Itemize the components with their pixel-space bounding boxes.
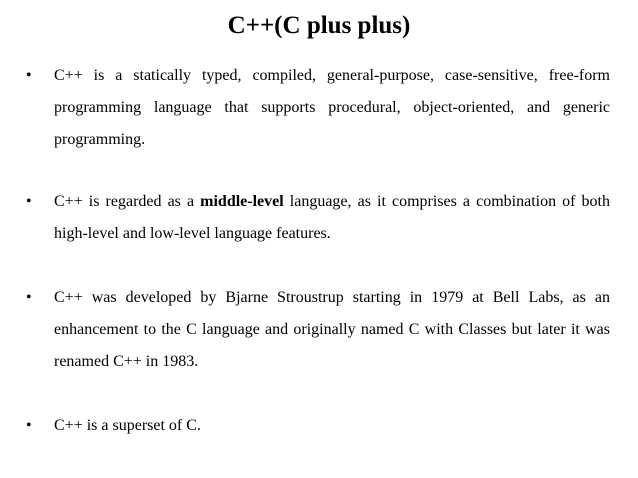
bullet-text: C++ was developed by Bjarne Stroustrup starting in 1979 at Bell Labs, as an enhancement to the C language and originally named C with Classes but later it was renamed C++ in 1983. [54,289,610,370]
bullet-text: C++ is a superset of C. [54,417,201,434]
slide-title: C++(C plus plus) [227,12,411,39]
bullet-text: C++ is a statically typed, compiled, general-purpose, case-sensitive, free-form programming language that supports procedural, object-oriented, and generic programming. [54,67,610,148]
bullet-marker: • [26,193,32,210]
bullet-text-bold: middle-level [200,193,284,210]
bullet-text-before: C++ is regarded as a [54,193,201,210]
bullet-marker: • [26,417,32,434]
bullet-text-after: language, as it comprises a combination of both high-level and low-level language features. [54,193,611,242]
bullet-text [54,186,610,250]
bullet-marker: • [26,289,32,306]
bullet-marker: • [26,67,32,84]
